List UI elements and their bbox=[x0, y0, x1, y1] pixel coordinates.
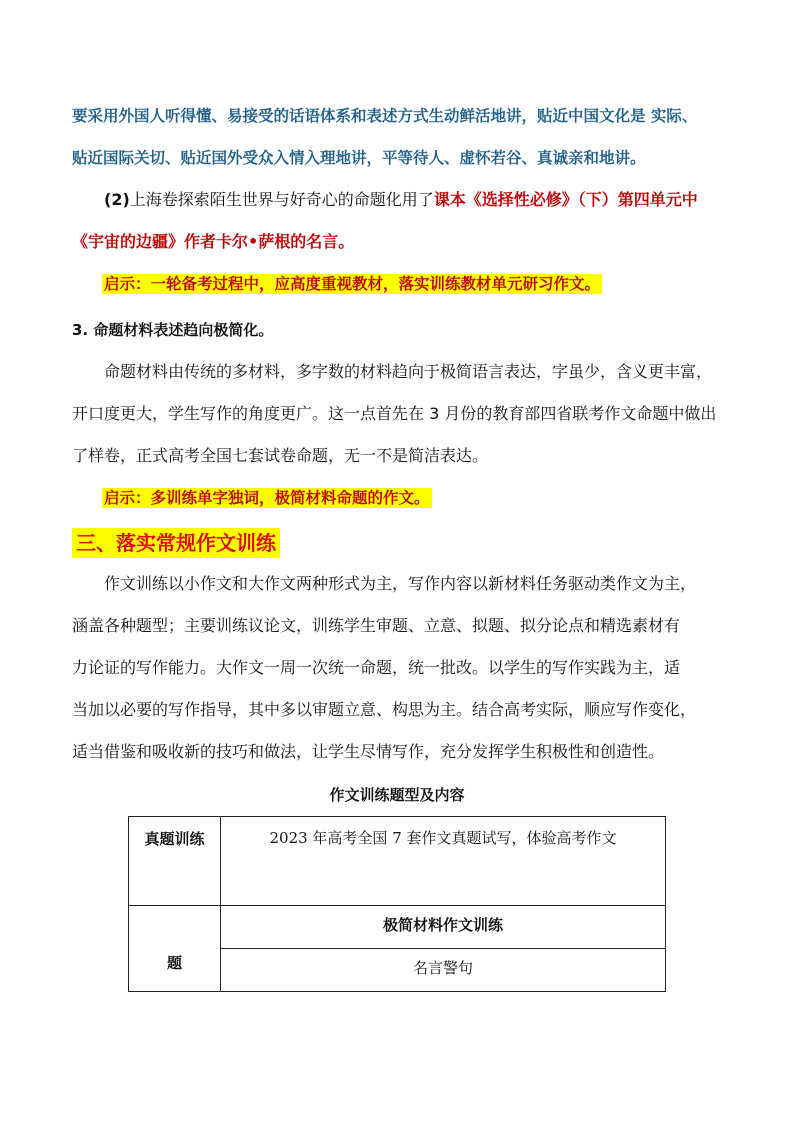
point-3-title: 3. 命题材料表述趋向极简化。 bbox=[72, 321, 274, 339]
para-line: 贴近国际关切、贴近国外受众入情入理地讲，平等待人、虚怀若谷、真诚亲和地讲。 bbox=[72, 149, 646, 167]
table-row bbox=[129, 906, 666, 949]
table-caption: 作文训练题型及内容 bbox=[329, 786, 465, 804]
para-line: 要采用外国人听得懂、易接受的话语体系和表述方式生动鲜活地讲，贴近中国文化是 实际、 bbox=[72, 107, 698, 125]
table-cell-content: 2023 年高考全国 7 套作文真题试写，体验高考作文 bbox=[221, 817, 666, 906]
point-3-line: 命题材料由传统的多材料，多字数的材料趋向于极简语言表达，字虽少，含义更丰富， bbox=[104, 362, 713, 381]
section-line: 力论证的写作能力。大作文一周一次统一命题，统一批改。以学生的写作实践为主，适 bbox=[72, 658, 681, 677]
table-cell-content: 极简材料作文训练 bbox=[221, 906, 666, 949]
section-line: 涵盖各种题型；主要训练议论文，训练学生审题、立意、拟题、拟分论点和精选素材有 bbox=[72, 616, 681, 635]
hint-1 bbox=[102, 272, 602, 296]
item-2-text: 上海卷探索陌生世界与好奇心的命题化用了 bbox=[129, 190, 434, 209]
training-table bbox=[128, 816, 666, 992]
table-cell-label: 题 bbox=[129, 906, 221, 992]
point-3-line: 了样卷，正式高考全国七套试卷命题，无一不是简洁表达。 bbox=[72, 446, 489, 465]
table-cell-label: 真题训练 bbox=[129, 817, 221, 906]
section-heading: 三、落实常规作文训练 bbox=[72, 528, 280, 558]
item-2-red-text: 课本《选择性必修》（下）第四单元中 bbox=[433, 190, 698, 209]
table-cell-content: 名言警句 bbox=[221, 949, 666, 992]
section-line: 作文训练以小作文和大作文两种形式为主，写作内容以新材料任务驱动类作文为主， bbox=[104, 574, 697, 593]
hint-1-text: 启示：一轮备考过程中，应高度重视教材，落实训练教材单元研习作文。 bbox=[104, 275, 601, 293]
item-2-number: (2) bbox=[104, 190, 130, 209]
table-row bbox=[129, 817, 666, 906]
item-2-line1 bbox=[104, 188, 698, 212]
hint-2 bbox=[102, 486, 432, 510]
item-2-line2: 《宇宙的边疆》作者卡尔•萨根的名言。 bbox=[72, 232, 355, 251]
hint-2-text: 启示：多训练单字独词，极简材料命题的作文。 bbox=[104, 489, 430, 507]
section-line: 适当借鉴和吸收新的技巧和做法，让学生尽情写作，充分发挥学生积极性和创造性。 bbox=[72, 742, 665, 761]
point-3-line: 开口度更大，学生写作的角度更广。这一点首先在 3 月份的教育部四省联考作文命题中做出 bbox=[72, 404, 717, 423]
section-line: 当加以必要的写作指导，其中多以审题立意、构思为主。结合高考实际，顺应写作变化， bbox=[72, 700, 697, 719]
